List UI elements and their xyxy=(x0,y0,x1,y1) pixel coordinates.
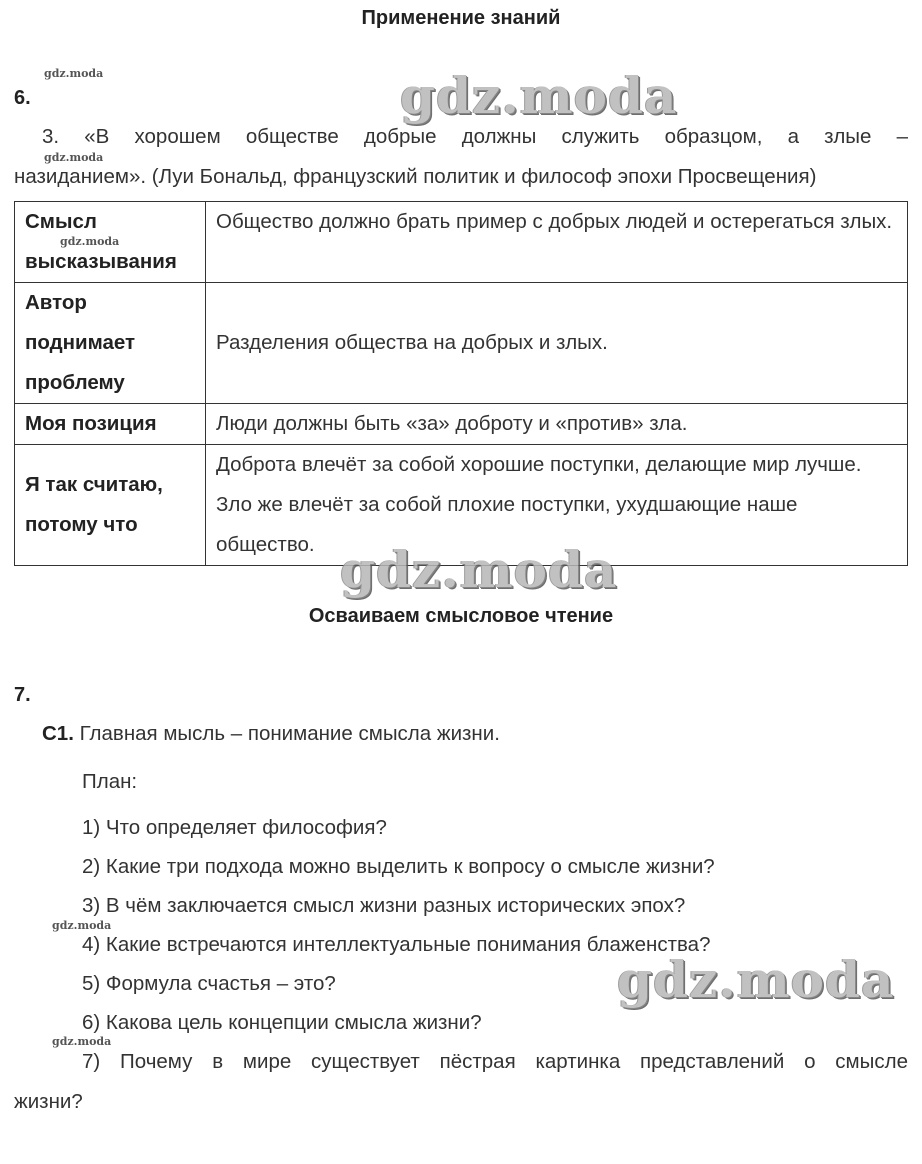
c1-label: С1. xyxy=(42,722,74,745)
watermark-logo: gdz.moda xyxy=(617,950,895,1009)
task-number-6: 6. xyxy=(14,87,31,109)
plan-label: План: xyxy=(82,770,138,793)
row-label: Смысл высказывания xyxy=(15,202,206,283)
row-label: Моя позиция xyxy=(15,404,206,445)
table-row xyxy=(15,202,908,283)
watermark-small: gdz.moda xyxy=(44,151,104,164)
plan-item: 5) Формула счастья – это? xyxy=(82,972,336,995)
row-label: Автор поднимает проблему xyxy=(15,283,206,404)
quote-line-1: 3. «В хорошем обществе добрые должны служить образцом, а злые – xyxy=(42,125,908,148)
watermark-small: gdz.moda xyxy=(52,1035,112,1048)
quote-line-2: назиданием». (Луи Бональд, французский политик и философ эпохи Просвещения) xyxy=(14,165,817,188)
row-value: Доброта влечёт за собой хорошие поступки, делающие мир лучше. Зло же влечёт за собой плохие поступки, ухудшающие наше общество. xyxy=(206,445,908,566)
main-idea-line xyxy=(42,714,500,754)
plan-item: 6) Какова цель концепции смысла жизни? xyxy=(82,1011,482,1034)
plan-item: 2) Какие три подхода можно выделить к вопросу о смысле жизни? xyxy=(82,855,715,878)
watermark-small: gdz.moda xyxy=(52,919,112,932)
plan-item: 3) В чём заключается смысл жизни разных исторических эпох? xyxy=(82,894,686,917)
plan-item: 4) Какие встречаются интеллектуальные понимания блаженства? xyxy=(82,933,711,956)
task-number-7: 7. xyxy=(14,684,31,706)
section-title-reading: Осваиваем смысловое чтение xyxy=(308,605,614,627)
row-value: Общество должно брать пример с добрых людей и остерегаться злых. xyxy=(206,202,908,283)
section-title-application: Применение знаний xyxy=(361,7,561,29)
watermark-small: gdz.moda xyxy=(44,67,104,80)
row-label: Я так считаю, потому что xyxy=(15,445,206,566)
table-row xyxy=(15,283,908,404)
row-value: Люди должны быть «за» доброту и «против» зла. xyxy=(206,404,908,445)
table-row xyxy=(15,404,908,445)
main-idea: Главная мысль – понимание смысла жизни. xyxy=(79,722,500,745)
plan-item-7-line-1: 7) Почему в мире существует пёстрая картинка представлений о смысле xyxy=(82,1050,908,1073)
watermark-small: gdz.moda xyxy=(60,235,120,248)
plan-item-7-line-2: жизни? xyxy=(14,1090,83,1113)
watermark-logo: gdz.moda xyxy=(400,66,678,125)
answer-table xyxy=(14,201,908,566)
watermark-logo: gdz.moda xyxy=(340,540,618,599)
plan-item: 1) Что определяет философия? xyxy=(82,816,387,839)
row-value: Разделения общества на добрых и злых. xyxy=(206,283,908,404)
